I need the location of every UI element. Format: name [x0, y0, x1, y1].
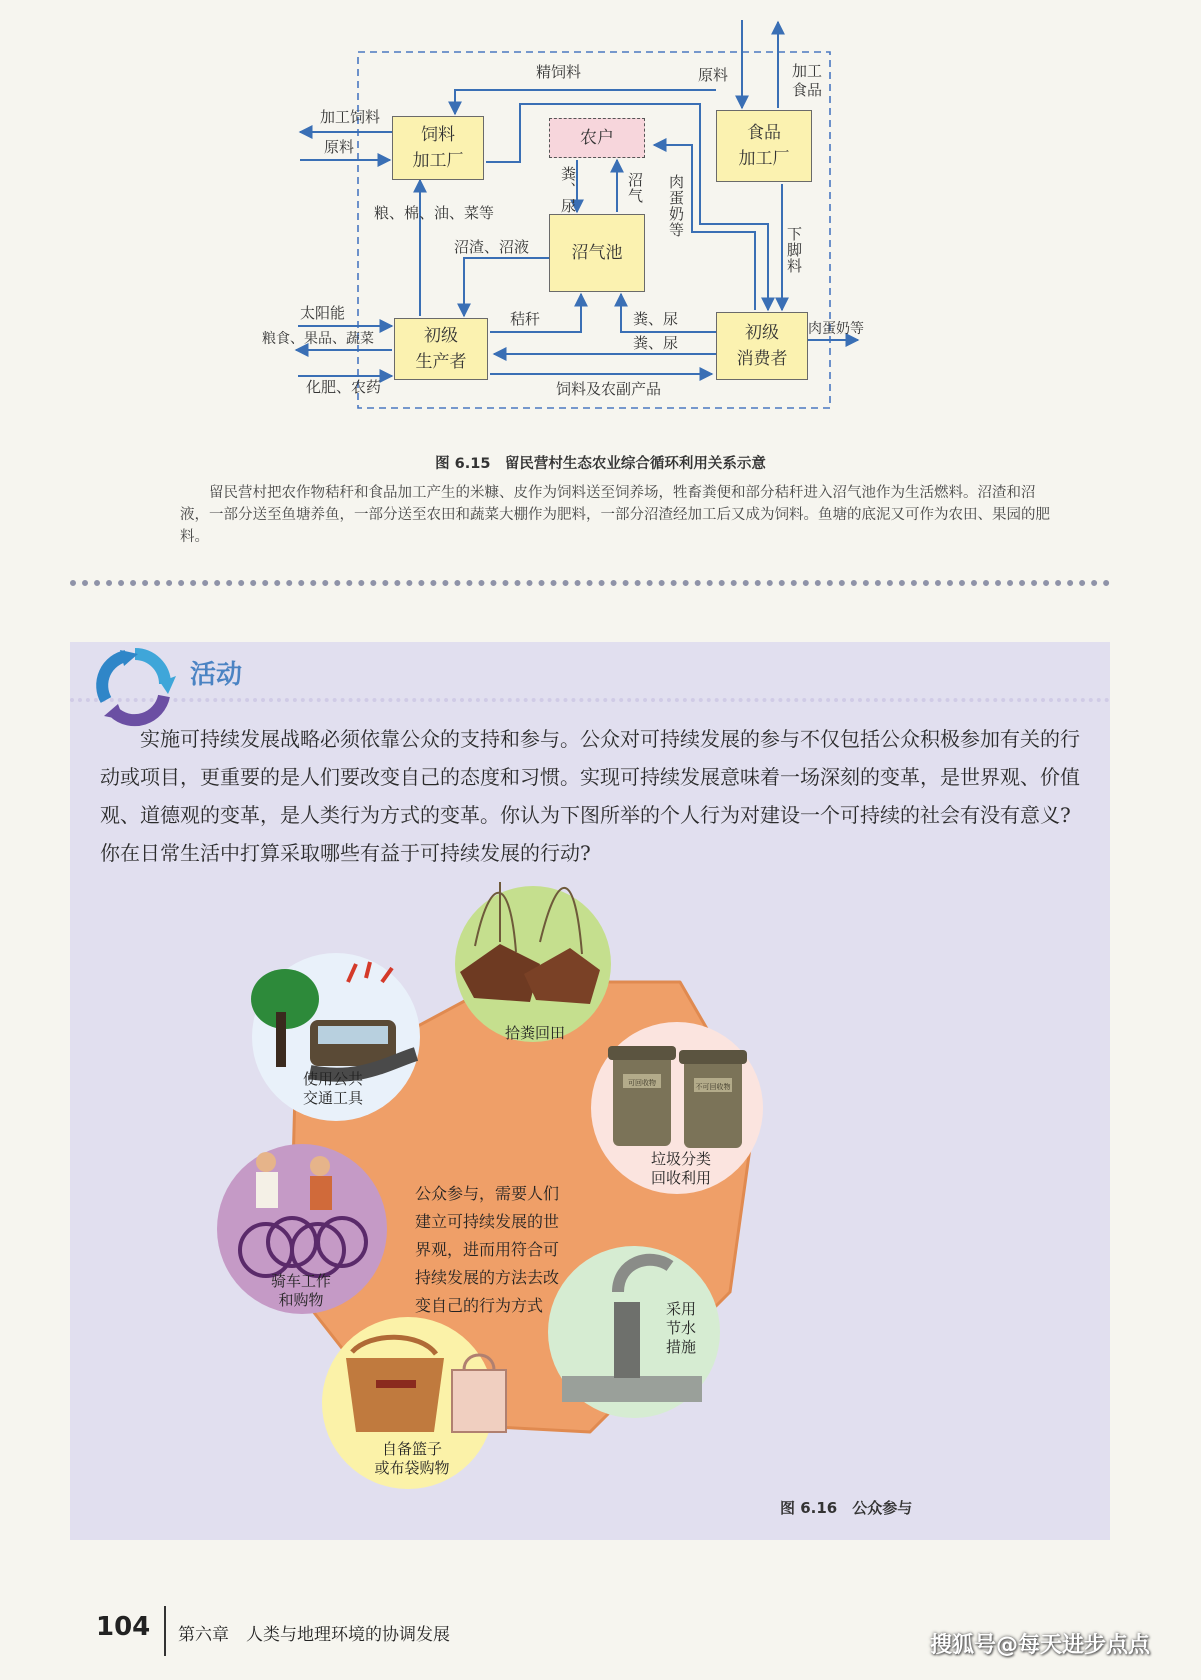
label-solar: 太阳能 [300, 304, 346, 322]
label-grain-fruit-veg: 粮食、果品、蔬菜 [262, 331, 374, 347]
label-cycling: 骑车工作 和购物 [270, 1272, 331, 1309]
footer-separator [164, 1606, 166, 1656]
page-number: 104 [96, 1612, 151, 1642]
activity-paragraph: 实施可持续发展战略必须依靠公众的支持和参与。公众对可持续发展的参与不仅包括公众积极参加有关的行动或项目，更重要的是人们要改变自己的态度和习惯。实现可持续发展意味着一场深刻的变革，是世界观、价值观、道德观的变革，是人类行为方式的变革。你认为下图所举的个人行为对建设一个可持续的社会有没有意义?你在日常生活中打算采取哪些有益于可持续发展的行动? [100, 727, 1080, 865]
label-own-basket: 自备篮子 或布袋购物 [374, 1440, 450, 1477]
primary-producer-box: 初级 生产者 [394, 318, 488, 380]
label-biogas-gas: 沼气 [626, 172, 644, 204]
label-raw-material-left: 原料 [324, 138, 355, 156]
label-fertilizer: 化肥、农药 [306, 378, 382, 396]
feed-processing-plant-box: 饲料 加工厂 [392, 116, 484, 180]
label-raw-material-top: 原料 [698, 66, 729, 84]
activity-title: 活动 [190, 660, 243, 690]
activity-panel [70, 642, 1110, 1540]
watermark: 搜狐号@每天进步点点 [930, 1633, 1151, 1658]
figure-6-15-description: 留民营村把农作物秸秆和食品加工产生的米糠、皮作为饲料送至饲养场，牲畜粪便和部分秸秆进入沼气池作为生活燃料。沼渣和沼液，一部分送至鱼塘养鱼，一部分送至农田和蔬菜大棚作为肥料，一部分沼渣经加工后又成为饲料。鱼塘的底泥又可作为农田、果园的肥料。 [180, 485, 1050, 545]
label-grain-cotton-oil: 粮、棉、油、菜等 [374, 204, 495, 222]
label-water-saving: 采用 节水 措施 [665, 1300, 696, 1356]
public-participation-illustration [70, 642, 1110, 1540]
label-waste-sorting: 垃圾分类 回收利用 [650, 1150, 711, 1187]
label-meat-egg-milk-horizontal: 肉蛋奶等 [808, 321, 864, 337]
label-processed-feed: 加工饲料 [320, 108, 381, 126]
label-manure-2: 粪、尿 [633, 334, 679, 352]
label-processed-food: 加工 食品 [792, 62, 823, 99]
label-straw: 秸秆 [510, 310, 541, 328]
section-divider [70, 580, 1110, 586]
chapter-title: 第六章 人类与地理环境的协调发展 [178, 1625, 450, 1645]
bin-label-recyclable: 可回收物 [628, 1079, 656, 1087]
label-pick-manure: 拾粪回田 [504, 1024, 565, 1042]
label-feed-products: 饲料及农副产品 [556, 380, 662, 398]
label-leftovers: 下脚料 [785, 226, 803, 274]
biogas-pit-box: 沼气池 [549, 214, 645, 292]
figure-6-16-caption: 图 6.16 公众参与 [780, 1499, 913, 1517]
bin-label-nonrecyclable: 不可回收物 [695, 1083, 731, 1091]
eco-agriculture-diagram [0, 0, 1201, 470]
label-fine-feed: 精饲料 [536, 63, 582, 81]
figure-6-15-caption: 图 6.15 留民营村生态农业综合循环利用关系示意 [435, 456, 766, 472]
primary-consumer-box: 初级 消费者 [716, 312, 808, 380]
food-processing-plant-box: 食品 加工厂 [716, 110, 812, 182]
label-residue-liquid: 沼渣、沼液 [454, 238, 530, 256]
public-participation-center-text: 公众参与，需要人们 建立可持续发展的世 界观，进而用符合可 持续发展的方法去改 变自己的行为方式 [415, 1184, 560, 1315]
label-manure-vertical: 粪、尿 [559, 166, 577, 214]
farmer-box: 农户 [549, 118, 645, 158]
label-public-transport: 使用公共 交通工具 [302, 1070, 363, 1107]
label-meat-egg-milk-vertical: 肉蛋奶等 [667, 174, 685, 238]
label-manure-1: 粪、尿 [633, 310, 679, 328]
